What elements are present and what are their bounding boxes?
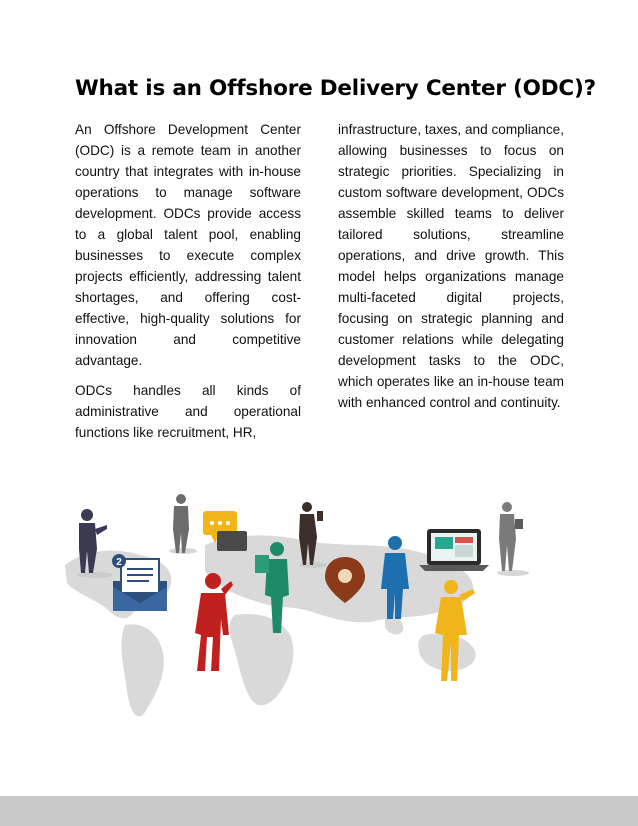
functions-paragraph-continued: infrastructure, taxes, and compliance, allowing businesses to focus on strategic priorities. Specializing in custom software development, ODCs assemble skilled teams to deliver tailored solutions, streamline operations, and drive growth. This model helps organizations manage multi-faceted digital projects, focusing on strategic planning and customer relations while delegating development tasks to the ODC, which operates like an in-house team with enhanced control and continuity. — [338, 122, 564, 410]
right-text-column — [338, 119, 564, 413]
left-text-column — [75, 119, 301, 443]
person-gray-standing-icon — [173, 494, 189, 553]
footer-band — [0, 796, 638, 826]
laptop-icon — [419, 529, 489, 571]
person-red-phone-icon — [195, 573, 233, 671]
mail-badge-count: 2 — [116, 557, 122, 568]
page-title: What is an Offshore Delivery Center (ODC)? — [75, 76, 596, 101]
intro-paragraph: An Offshore Development Center (ODC) is a remote team in another country that integrates with in-house operations to manage software development. ODCs provide access to a global talent pool, enabling businesses to execute complex projects efficiently, addressing talent shortages, and offering cost-effective, high-quality solutions for innovation and competitive advantage. — [75, 122, 301, 368]
person-gray-tablet-icon — [499, 502, 523, 571]
functions-paragraph-start: ODCs handles all kinds of administrative and operational functions like recruitment, HR, — [75, 383, 301, 440]
global-team-illustration — [55, 485, 535, 725]
